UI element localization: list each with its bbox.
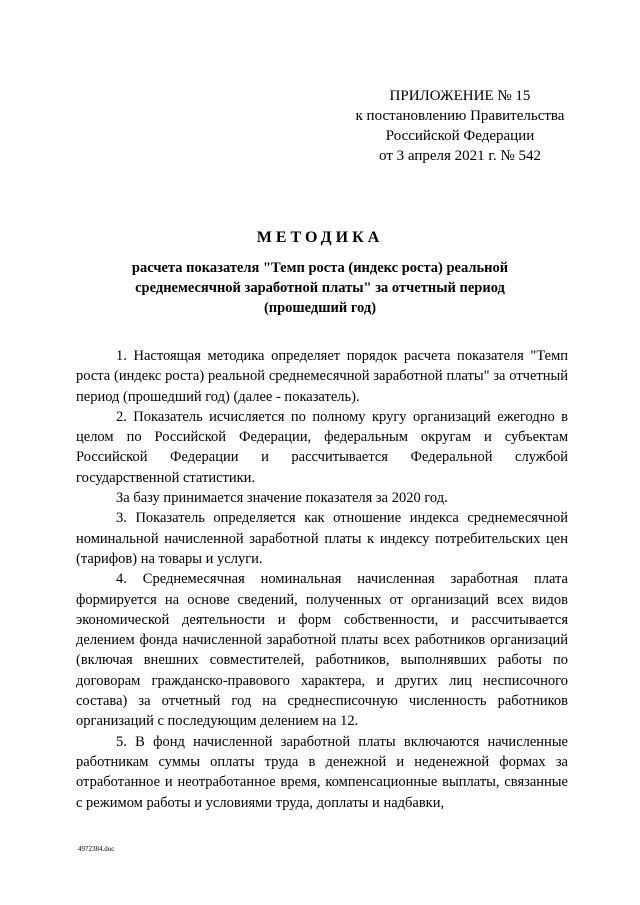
paragraph-3: 3. Показатель определяется как отношение индекса среднемесячной номинальной начисленной заработной платы к индексу потребительских цен (тарифов) на товары и услуги. — [76, 510, 568, 567]
appendix-header — [350, 86, 570, 166]
paragraph-1: 1. Настоящая методика определяет порядок расчета показателя "Темп роста (индекс роста) реальной среднемесячной заработной платы" за отчетный период (прошедший год) (далее - показатель). — [76, 348, 568, 405]
paragraph-2: 2. Показатель исчисляется по полному кругу организаций ежегодно в целом по Российской Федерации, федеральным округам и субъектам Российской Федерации и рассчитывается Федеральной службой государственной статистики. — [76, 408, 568, 486]
paragraph-4: 4. Среднемесячная номинальная начисленная заработная плата формируется на основе сведений, полученных от организаций всех видов экономической деятельности и форм собственности, и рассчитывается делением фонда начисленной заработной платы всех работников организаций (включая внешних совместителей, работников, выполнявших работы по договорам гражданско-правового характера, и других лиц несписочного состава) за отчетный год на среднесписочную численность работников организаций с последующим делением на 12. — [76, 571, 568, 730]
document-subtitle: расчета показателя "Темп роста (индекс роста) реальной среднемесячной заработной платы" за отчетный период (прошедший год) — [131, 260, 509, 316]
appendix-reference: к постановлению Правительства — [355, 108, 565, 124]
paragraph-5: 5. В фонд начисленной заработной платы включаются начисленные работникам суммы оплаты труда в денежной и неденежной формах за отработанное и неотработанное время, компенсационные выплаты, связанные с режимом работы и условиями труда, доплаты и надбавки, — [76, 733, 568, 811]
appendix-number: ПРИЛОЖЕНИЕ № 15 — [389, 88, 531, 104]
document-body — [76, 346, 568, 813]
paragraph-base-year: За базу принимается значение показателя за 2020 год. — [116, 490, 448, 507]
document-title: МЕТОДИКА — [256, 229, 384, 246]
file-name-footer: 4972384.doc — [78, 845, 115, 853]
appendix-date-number: от 3 апреля 2021 г. № 542 — [379, 148, 541, 164]
appendix-authority: Российской Федерации — [385, 128, 535, 144]
